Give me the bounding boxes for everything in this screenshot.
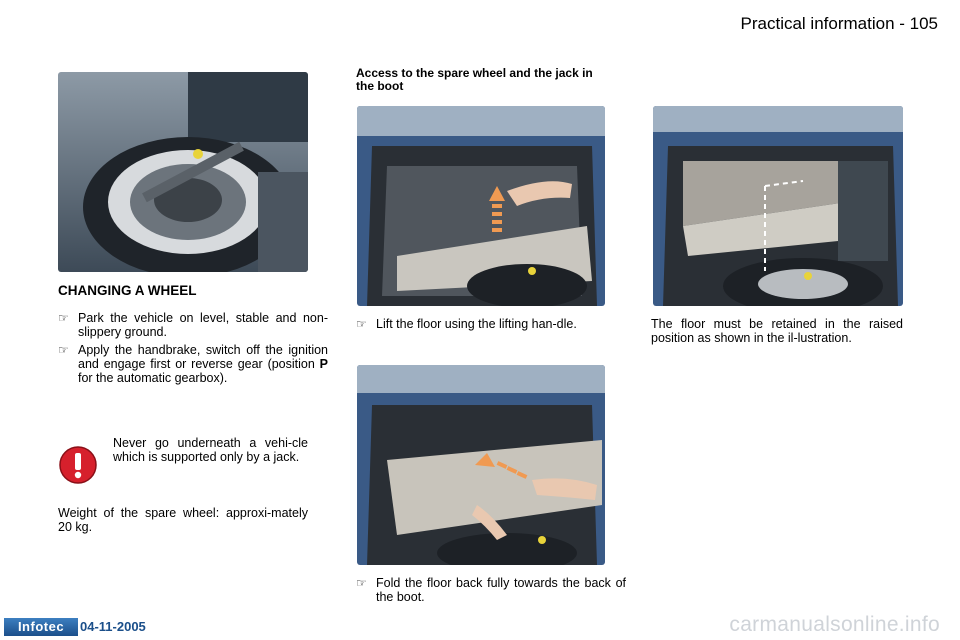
section-title: CHANGING A WHEEL <box>58 283 197 298</box>
boot-lift-photo <box>357 106 605 306</box>
infotec-logo: Infotec <box>4 618 78 636</box>
instruction-lift-floor <box>356 317 626 331</box>
instruction-fold-floor <box>356 576 626 604</box>
gear-position-p: P <box>319 357 328 371</box>
pointing-hand-icon: ☞ <box>356 576 367 590</box>
instruction-lift-floor-text: Lift the floor using the lifting han-dle. <box>376 317 577 331</box>
boot-fold-photo <box>357 365 605 565</box>
instruction-park <box>58 311 328 339</box>
instruction-park-text: Park the vehicle on level, stable and non-slippery ground. <box>78 311 328 339</box>
exclamation-warning-icon <box>58 445 98 485</box>
raised-floor-caption: The floor must be retained in the raised position as shown in the il-lustration. <box>651 317 903 345</box>
floor-raised-photo <box>653 106 903 306</box>
spare-wheel-weight: Weight of the spare wheel: approxi-mately 20 kg. <box>58 506 308 534</box>
access-title: Access to the spare wheel and the jack in the boot <box>356 66 593 93</box>
site-watermark: carmanualsonline.info <box>729 613 940 636</box>
instruction-fold-floor-text: Fold the floor back fully towards the back of the boot. <box>376 576 626 604</box>
pointing-hand-icon: ☞ <box>356 317 367 331</box>
instruction-handbrake <box>58 343 328 385</box>
edition-date: 04-11-2005 <box>80 619 146 634</box>
spare-wheel-photo <box>58 72 308 272</box>
instruction-handbrake-text-1: Apply the handbrake, switch off the ignition and engage first or reverse gear (position <box>78 343 328 371</box>
pointing-hand-icon: ☞ <box>58 311 69 325</box>
instruction-handbrake-text-2: for the automatic gearbox). <box>78 371 228 385</box>
warning-text: Never go underneath a vehi-cle which is supported only by a jack. <box>113 436 308 464</box>
pointing-hand-icon: ☞ <box>58 343 69 357</box>
page-header: Practical information - 105 <box>740 14 938 33</box>
